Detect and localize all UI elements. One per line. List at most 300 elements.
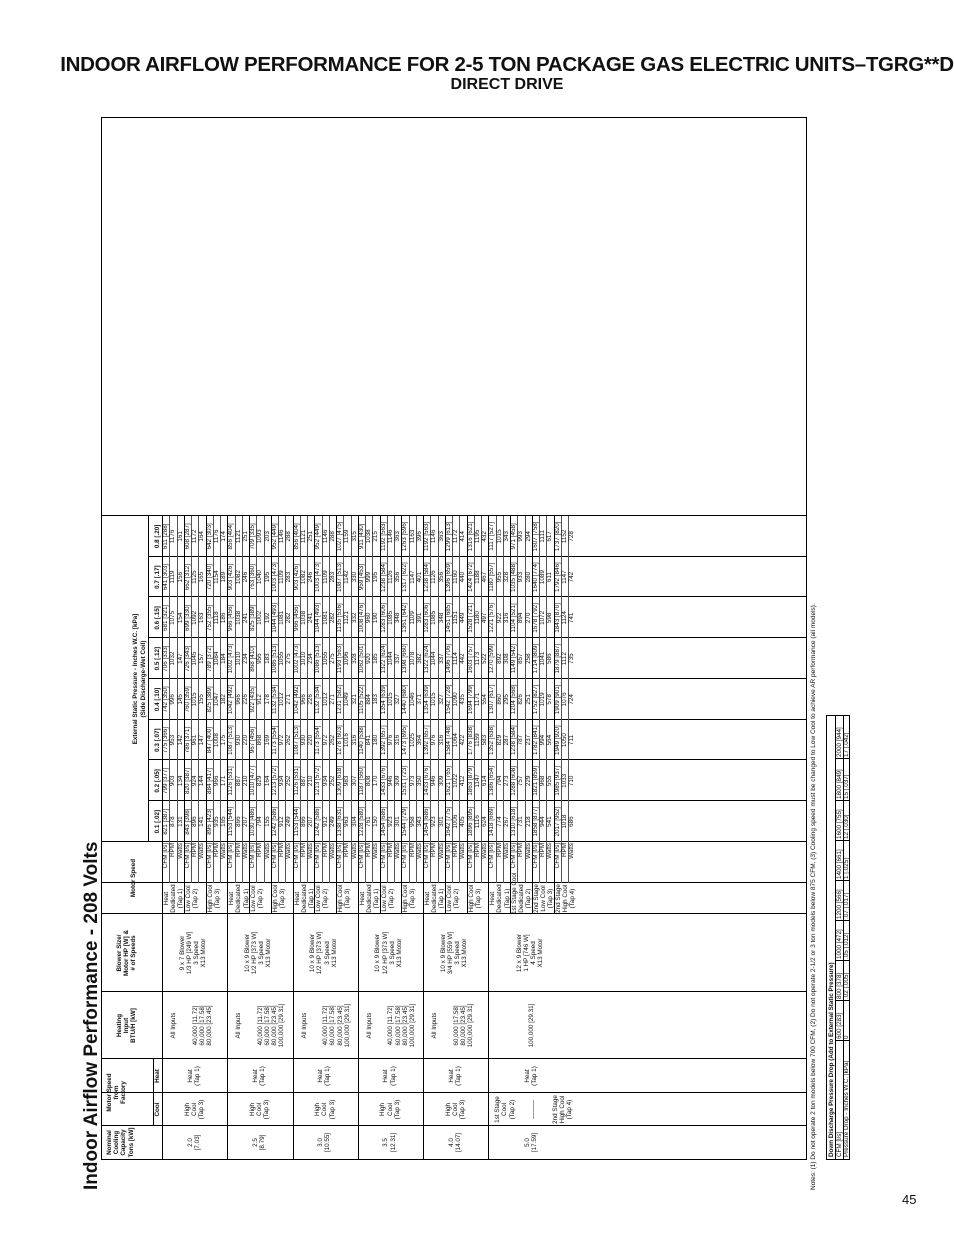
table-cell: 184	[220, 653, 227, 664]
table-cell: 304	[350, 816, 358, 827]
table-cell: 169	[263, 734, 271, 746]
table-cell: 1010 [477]	[249, 766, 256, 796]
motor-speed-label: 2nd Stage High Cool (Tap 4)	[554, 884, 576, 913]
motor-speed-label: High Cool (Tap 3)	[271, 884, 286, 913]
table-cell: 731	[517, 816, 525, 827]
table-cell: 868	[256, 734, 264, 746]
table-cell: 820 [387]	[183, 767, 191, 795]
table-cell: 1146	[278, 529, 285, 544]
heating-input-cell: 100,000 [29.31]	[527, 1003, 535, 1048]
table-cell: 555	[546, 775, 554, 787]
table-cell: 337	[394, 653, 401, 664]
table-cell: 1092	[191, 610, 198, 625]
pressure-drop-cell: 1400 [661]	[835, 849, 843, 879]
table-cell: 308	[502, 653, 510, 664]
table-cell: 996	[169, 694, 177, 705]
row-label: Watts	[220, 843, 227, 859]
table-cell: 775 [366]	[162, 727, 169, 754]
table-cell: 1087 [513]	[336, 562, 343, 593]
row-label: Watts	[350, 843, 358, 859]
table-cell: 611 [288]	[162, 523, 169, 550]
table-cell: 922 [435]	[249, 686, 256, 713]
table-cell: 1022	[452, 773, 459, 788]
row-label: RPM	[539, 843, 546, 857]
table-cell: 363	[394, 531, 401, 542]
row-label: RPM	[169, 843, 177, 857]
table-cell: 401	[415, 571, 423, 583]
table-cell: 1398 [660]	[401, 643, 409, 674]
row-label: Watts	[241, 843, 249, 859]
row-label: CFM [l/s]	[423, 843, 430, 869]
table-cell: 720 [340]	[205, 564, 213, 591]
row-label: CFM [l/s]	[162, 843, 169, 869]
table-cell: 1089	[539, 570, 546, 585]
table-cell: 1173 [554]	[270, 725, 278, 755]
table-cell: 1152	[560, 529, 568, 544]
table-cell: 1354 [639]	[379, 684, 387, 715]
table-cell: 1242 [586]	[314, 806, 322, 837]
row-label: CFM [l/s]	[270, 843, 278, 869]
table-cell: 1121	[299, 529, 307, 544]
table-cell: 182	[220, 694, 227, 705]
table-cell: 287	[502, 734, 510, 746]
table-cell: 246	[241, 571, 249, 583]
table-cell: 1440 [680]	[401, 684, 409, 715]
table-cell: 952 [449]	[270, 523, 278, 550]
table-cell: 1114	[452, 652, 459, 666]
table-cell: 1016	[343, 733, 351, 748]
pressure-drop-cell: 17 [.042]	[843, 732, 850, 757]
header-esp: External Static Pressure - Inches W.C. [kPa]	[132, 613, 139, 745]
table-cell: 1116	[473, 815, 481, 829]
table-cell: 742 [350]	[162, 686, 169, 713]
heating-input-cell: All Inputs 60,000 [17.58] 80,000 [23.45] 100,000 [29.31]	[431, 1003, 475, 1048]
table-cell: 391	[415, 612, 423, 624]
table-cell: 953	[169, 734, 177, 746]
table-cell: 794	[256, 816, 264, 827]
table-cell: 288	[328, 531, 336, 542]
table-cell: 1188	[473, 570, 481, 584]
table-cell: 760 [359]	[183, 686, 191, 713]
row-label: CFM [l/s]	[531, 843, 539, 869]
table-cell: 1078	[408, 651, 416, 666]
table-cell: 185	[372, 653, 380, 664]
table-cell: 164	[263, 775, 271, 787]
table-cell: 1124	[560, 611, 568, 625]
table-cell: 1316 [621]	[466, 521, 474, 552]
pressure-drop-cell: 1600 [755]	[835, 809, 843, 839]
blower-cell: 9 x 7 Blower 1/3 HP [249 W] 3 Speed X13 Motor	[178, 931, 208, 975]
table-cell: 741	[568, 612, 575, 624]
table-cell: 1132 [534]	[314, 684, 322, 715]
table-cell: 934	[321, 775, 329, 787]
table-cell: 1193 [563]	[336, 643, 343, 674]
table-cell: 156	[176, 571, 184, 583]
table-cell: 309	[394, 775, 401, 787]
table-cell: 163	[198, 612, 206, 624]
row-label: RPM	[452, 843, 459, 857]
table-cell: 1082	[299, 570, 307, 585]
table-notes: Notes: (1) Do not operate 2 ton models below 700 CFM, (2) Do not operate 2-1/2 or 3 ton models below 875 CFM, (3) Cooling speed must be changed to Low Cool to achieve AR performance (all models).	[810, 603, 817, 1190]
row-label: CFM [l/s]	[205, 843, 213, 869]
table-cell: 2017 [952]	[553, 806, 561, 837]
table-cell: 1032	[169, 651, 177, 666]
table-cell: 742	[568, 571, 575, 583]
table-cell: 966 [456]	[292, 604, 300, 632]
table-cell: 843 [398]	[183, 808, 191, 835]
table-cell: 1192 [563]	[423, 521, 430, 552]
table-cell: 641 [303]	[162, 564, 169, 591]
header-pressure: 0.6 [.15]	[154, 606, 161, 630]
table-cell: 608 [287]	[183, 523, 191, 550]
table-cell: 1050	[560, 733, 568, 748]
table-cell: 271	[285, 694, 293, 705]
table-cell: 275	[328, 653, 336, 664]
table-cell: 1015	[386, 692, 394, 707]
table-cell: 726 [343]	[183, 645, 191, 672]
table-cell: 422	[459, 734, 467, 746]
table-cell: 1231 [582]	[336, 684, 343, 715]
table-cell: 976	[430, 734, 438, 746]
table-cell: 1109	[408, 611, 416, 625]
table-cell: 1299 [613]	[444, 521, 452, 552]
table-cell: 1603 [757]	[466, 643, 474, 674]
table-cell: 364	[415, 734, 423, 746]
section-heading: Indoor Airflow Performance - 208 Volts	[81, 841, 102, 1190]
table-cell: 1140 [538]	[357, 725, 365, 755]
table-cell: 1090	[452, 692, 459, 707]
table-cell: 1176	[212, 529, 220, 544]
cool-speed-cell: High Cool (Tap 3)	[444, 1099, 467, 1120]
table-cell: 294	[524, 531, 532, 542]
header-heating-input: Heating Input BTU/H [kW]	[116, 1008, 138, 1043]
table-cell: 1352 [638]	[488, 725, 496, 756]
table-cell: 968	[539, 775, 546, 787]
table-cell: 165	[198, 571, 206, 583]
row-label: CFM [l/s]	[488, 843, 496, 869]
table-cell: 145	[176, 694, 184, 705]
table-cell: 786 [371]	[183, 727, 191, 754]
table-cell: 1843 [870]	[553, 603, 561, 633]
table-cell: 878	[169, 816, 177, 827]
table-cell: 1105 [522]	[357, 684, 365, 715]
table-cell: 856 [404]	[292, 523, 300, 550]
table-cell: 1086 [513]	[314, 643, 322, 674]
table-cell: 241	[307, 612, 314, 624]
table-cell: 1322 [624]	[379, 643, 387, 674]
table-cell: 1087 [513]	[227, 725, 235, 756]
table-cell: 1055	[321, 651, 329, 666]
table-cell: 1153 [544]	[292, 806, 300, 837]
table-cell: 171	[220, 775, 227, 787]
pressure-drop-column-divider	[835, 1040, 849, 1041]
table-cell: 972	[321, 734, 329, 746]
header-pressure: 0.4 [.10]	[154, 687, 161, 712]
row-label: Watts	[546, 843, 554, 859]
table-cell: 681 [321]	[162, 604, 169, 632]
pressure-drop-cell: .05 [.012]	[843, 932, 850, 959]
pressure-drop-column-divider	[835, 880, 849, 881]
pressure-drop-column-divider	[835, 840, 849, 841]
page-subtitle: DIRECT DRIVE	[450, 76, 564, 93]
tons-cell: 3.5 [12.31]	[382, 1132, 397, 1153]
table-cell: 1038	[234, 610, 242, 625]
table-cell: 147	[176, 653, 184, 664]
table-cell: 724	[568, 694, 575, 705]
table-cell: 321	[350, 694, 358, 705]
table-cell: 1047	[212, 692, 220, 707]
row-label: CFM [l/s]	[379, 843, 387, 869]
table-cell: 170	[372, 775, 380, 787]
row-label: CFM [l/s]	[444, 843, 452, 869]
table-cell: 497	[481, 612, 488, 624]
pressure-drop-column-divider	[835, 960, 849, 961]
table-cell: 1418 [669]	[488, 806, 496, 837]
tons-cell: 2.5 [8.79]	[251, 1134, 267, 1151]
table-cell: 541	[546, 816, 554, 827]
table-cell: 1454 [686]	[423, 806, 430, 837]
table-cell: 282	[328, 612, 336, 624]
table-cell: 966	[299, 694, 307, 705]
header-pressure: 0.3 [.07]	[154, 728, 161, 752]
table-cell: 348	[437, 612, 445, 624]
table-cell: 283	[328, 571, 336, 583]
table-cell: 1307 [617]	[488, 684, 496, 715]
table-cell: 1278 [603]	[336, 725, 343, 756]
table-cell: 1396 [659]	[444, 562, 452, 593]
motor-speed-label: Low Cool (Tap 2)	[445, 885, 460, 912]
table-cell: 1104 [521]	[510, 603, 517, 633]
table-cell: 1322 [624]	[423, 643, 430, 674]
table-cell: 1147	[408, 570, 416, 584]
table-cell: 1049	[343, 692, 351, 707]
table-cell: 252	[328, 775, 336, 787]
table-cell: 1607 [758]	[531, 521, 539, 552]
tons-cell: 5.0 [17.59]	[523, 1132, 538, 1153]
table-cell: 282	[285, 612, 293, 624]
motor-speed-label: Low Cool (Tap 2)	[380, 885, 395, 912]
row-label: CFM [l/s]	[401, 843, 409, 869]
table-cell: 1172	[452, 529, 459, 544]
table-cell: 1180 [557]	[488, 562, 496, 592]
table-cell: 1642 [775]	[444, 806, 452, 837]
table-cell: 933	[517, 571, 525, 583]
table-cell: 1082	[234, 570, 242, 585]
table-cell: 449	[459, 612, 467, 624]
table-cell: 912	[278, 816, 285, 827]
table-cell: 911 [430]	[357, 523, 365, 550]
table-cell: 578	[546, 694, 554, 705]
table-cell: 847 [400]	[205, 727, 213, 754]
table-cell: 229	[524, 775, 532, 787]
table-cell: 1159	[473, 733, 481, 747]
table-cell: 161	[176, 531, 184, 542]
table-cell: 1317 [622]	[401, 562, 409, 593]
table-cell: 1002 [473]	[227, 643, 235, 674]
table-cell: 1863 [879]	[466, 766, 474, 796]
header-pressure: 0.1 [.02]	[154, 809, 161, 834]
row-label: Watts	[415, 843, 423, 859]
header-blower: Blower Size/ Motor HP [W] & # of Speeds	[116, 929, 138, 977]
table-cell: 993	[517, 531, 525, 542]
table-cell: 237	[524, 734, 532, 746]
table-cell: 1283 [606]	[423, 603, 430, 633]
table-cell: 1171	[473, 692, 481, 707]
row-label: Watts	[568, 843, 575, 859]
table-cell: 337	[437, 653, 445, 664]
table-cell: 1392 [657]	[423, 725, 430, 756]
table-cell: 1792 [846]	[553, 562, 561, 593]
table-cell: 1531 [723]	[401, 766, 409, 796]
table-cell: 1006	[452, 814, 459, 829]
blower-cell: 10 x 9 Blower 1/2 HP [373 W] 3 Speed X13 Motor	[243, 931, 273, 975]
table-cell: 662 [312]	[183, 564, 191, 591]
table-cell: 1125	[191, 570, 198, 584]
table-cell: 141	[198, 816, 206, 827]
table-cell: 155	[263, 816, 271, 827]
pressure-drop-cell: 12 [.030]	[843, 814, 850, 839]
table-cell: 710	[568, 775, 575, 787]
table-cell: 1451 [685]	[444, 603, 452, 633]
table-cell: 396	[415, 531, 423, 542]
table-cell: 192	[263, 612, 271, 624]
table-cell: 1433 [676]	[379, 766, 387, 796]
table-cell: 1238 [584]	[510, 725, 517, 756]
table-cell: 1270 [599]	[488, 643, 496, 674]
cool-speed-cell: High Cool (Tap 3)	[248, 1099, 271, 1120]
motor-speed-label: High Cool (Tap 3)	[467, 884, 482, 913]
table-cell: 1062 [501]	[357, 643, 365, 674]
table-cell: 711	[568, 735, 575, 746]
row-label: RPM	[343, 843, 351, 857]
table-cell: 262	[285, 734, 293, 746]
table-cell: 617	[546, 531, 554, 542]
pressure-drop-column-divider	[835, 1000, 849, 1001]
table-cell: 1010	[299, 651, 307, 666]
row-label: Watts	[502, 843, 510, 859]
table-cell: 1027 [475]	[336, 521, 343, 552]
table-cell: 972	[278, 734, 285, 746]
table-cell: 183	[263, 653, 271, 664]
row-label: RPM	[408, 843, 416, 857]
table-cell: 1473 [695]	[401, 725, 409, 756]
table-cell: 1044 [493]	[314, 603, 322, 633]
table-cell: 190	[372, 612, 380, 624]
table-cell: 249	[285, 816, 293, 827]
table-cell: 564	[546, 734, 554, 746]
page-number: 45	[902, 1192, 917, 1207]
row-label: CFM [l/s]	[249, 843, 256, 869]
table-cell: 896	[191, 816, 198, 827]
table-cell: 220	[307, 734, 314, 746]
table-cell: 1109	[321, 570, 329, 584]
table-cell: 554	[481, 694, 488, 705]
heat-speed-cell: Heat (Tap 1)	[251, 1066, 267, 1086]
table-cell: 316	[394, 734, 401, 746]
table-cell: 1149 [542]	[510, 643, 517, 674]
table-cell: 946	[430, 775, 438, 787]
table-cell: 1121	[343, 611, 351, 625]
motor-speed-label: Low Cool (Tap 2)	[184, 885, 199, 912]
table-cell: 405	[459, 816, 467, 827]
table-cell: 134	[176, 775, 184, 787]
table-cell: 1126	[386, 570, 394, 584]
table-cell: 1025	[408, 733, 416, 748]
table-cell: 1096	[343, 651, 351, 666]
pressure-drop-cell: .02 [.005]	[843, 972, 850, 999]
heating-input-cell: All Inputs 40,000 [11.72] 60,000 [17.58] 80,000 [23.45]	[170, 1005, 214, 1046]
cool-speed-cell: High Cool (Tap 3)	[379, 1099, 401, 1120]
table-cell: 226	[307, 694, 314, 705]
table-cell: 1040	[256, 570, 264, 585]
table-cell: 1153 [544]	[227, 806, 235, 837]
table-cell: 1126 [531]	[227, 766, 235, 796]
table-cell: 1821 [859]	[531, 766, 539, 796]
table-cell: 1544 [729]	[401, 806, 409, 837]
table-cell: 522	[481, 653, 488, 664]
heat-speed-cell: Heat (Tap 1)	[447, 1066, 462, 1086]
header-pressure: 0.5 [.12]	[154, 646, 161, 671]
row-label: RPM	[430, 843, 438, 857]
pressure-drop-cell: 2000 [944]	[835, 727, 843, 757]
motor-speed-label: High Cool (Tap 3)	[402, 884, 417, 913]
table-cell: 728	[568, 531, 575, 542]
table-cell: 944	[539, 816, 546, 827]
header-esp-sub: (Side Discharge-Wet Coil)	[140, 640, 147, 718]
table-cell: 1338 [631]	[336, 806, 343, 837]
table-cell: 1087 [513]	[292, 725, 300, 756]
table-cell: 966 [456]	[227, 604, 235, 632]
table-cell: 155	[198, 694, 206, 705]
table-cell: 752 [355]	[205, 604, 213, 632]
table-cell: 327	[394, 694, 401, 705]
table-cell: 164	[198, 531, 206, 542]
table-cell: 686	[568, 816, 575, 827]
table-cell: 1896 [895]	[466, 806, 474, 837]
heat-speed-cell: Heat (Tap 1)	[523, 1066, 538, 1086]
heating-input-cell: All Inputs 40,000 [11.72] 60,000 [17.58] 80,000 [23.45] 100,000 [29.31]	[235, 1003, 286, 1048]
table-cell: 1528 [721]	[466, 603, 474, 633]
table-cell: 1081	[321, 610, 329, 625]
table-cell: 1003 [473]	[270, 562, 278, 593]
header-tons: Nominal Cooling Capacity Tons [kW]	[106, 1127, 135, 1158]
pressure-drop-column-divider	[835, 800, 849, 801]
table-cell: 966	[234, 694, 242, 705]
header-motor-speed: Motor Speed	[130, 858, 137, 898]
motor-speed-label: 2nd Stage Low Cool (Tap 3)	[532, 884, 555, 913]
table-cell: 1142	[343, 570, 351, 584]
table-cell: 1042 [492]	[292, 684, 300, 715]
table-cell: 1118	[212, 611, 220, 625]
table-cell: 1678 [792]	[531, 603, 539, 633]
table-cell: 787	[517, 734, 525, 746]
row-label: Watts	[198, 843, 206, 859]
blower-cell: 10 x 9 Blower 1/2 HP [373 W] 3 Speed X13 Motor	[374, 931, 403, 975]
table-cell: 1135 [536]	[336, 603, 343, 633]
table-cell: 761	[365, 816, 372, 827]
table-cell: 432	[481, 531, 488, 542]
row-label: RPM	[234, 843, 242, 857]
pressure-drop-cell: Pressure Drop - Inches W.C. [kPa]	[843, 1060, 850, 1157]
table-cell: 1154	[212, 570, 220, 584]
table-cell: 1386 [654]	[488, 766, 496, 796]
table-cell: 246	[307, 571, 314, 583]
row-label: RPM	[321, 843, 329, 857]
header-pressure: 0.2 [.05]	[154, 769, 161, 793]
table-cell: 157	[198, 653, 206, 664]
table-cell: 1195	[473, 529, 481, 544]
table-cell: 808	[365, 775, 372, 787]
